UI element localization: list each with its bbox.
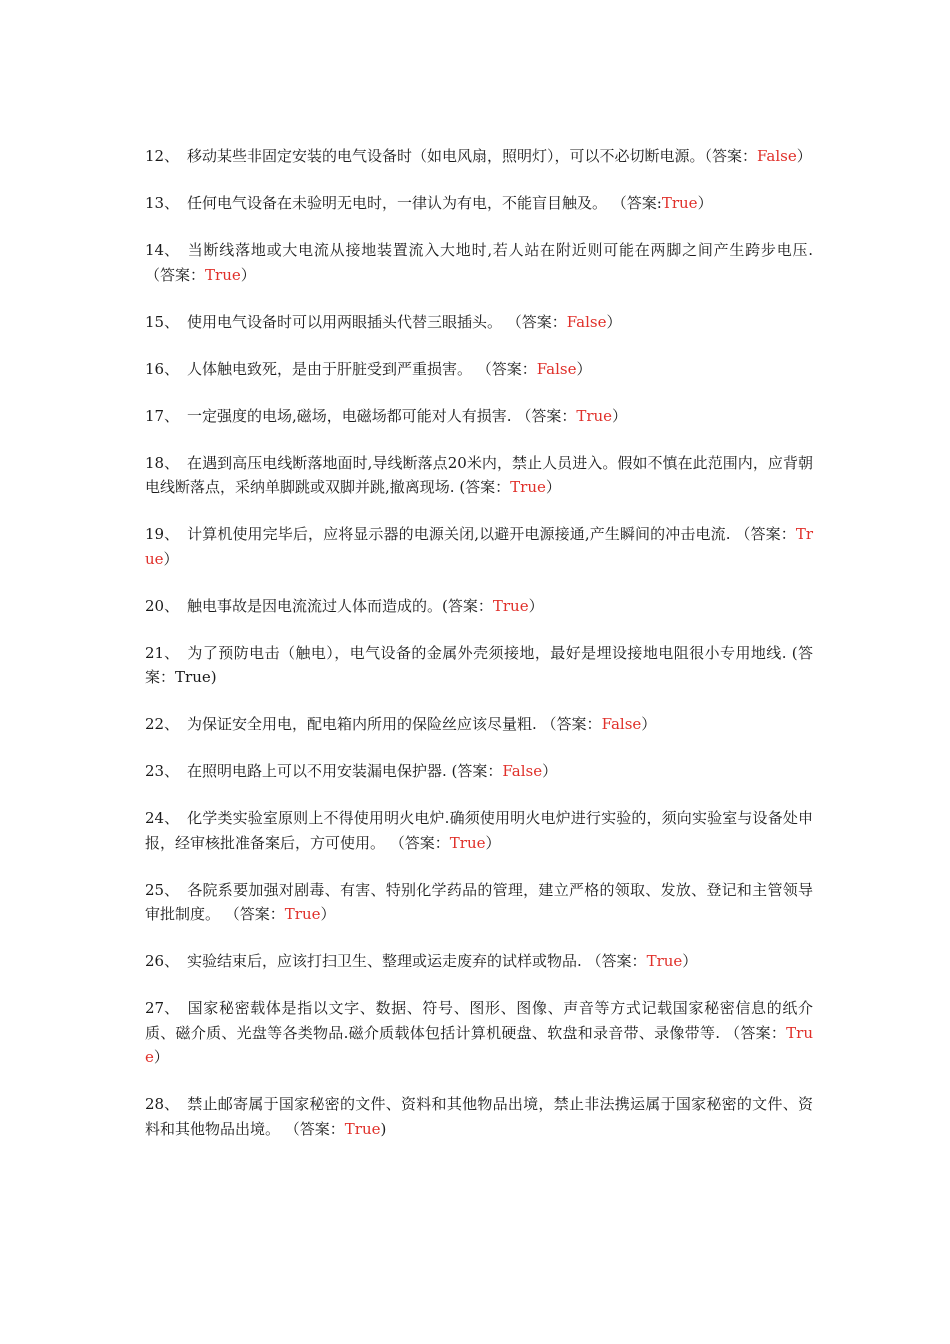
- answer-value: True: [284, 905, 321, 923]
- answer-open: （答案：: [725, 1023, 787, 1042]
- answer-close: ）: [796, 147, 812, 165]
- answer-value: True: [646, 952, 683, 970]
- answer-open: （答案：: [541, 715, 602, 733]
- question-text: 为了预防电击（触电），电气设备的金属外壳须接地，最好是埋设接地电阻很小专用地线.: [187, 643, 792, 662]
- question-number: 20、: [145, 596, 180, 615]
- answer-open: (答案：: [459, 478, 511, 496]
- question-number: 24、: [145, 809, 180, 827]
- question-text: 在遇到高压电线断落地面时,导线断落点20米内，禁止人员进入。假如不慎在此范围内，应背朝电线断落点，采纳单脚跳或双脚并跳,撤离现场.: [145, 453, 813, 496]
- answer-close: ）: [320, 905, 336, 923]
- question-number: 15、: [145, 312, 180, 331]
- answer-close: ）: [485, 833, 501, 852]
- question-text: 触电事故是因电流流过人体而造成的。: [187, 596, 443, 615]
- question-text: 禁止邮寄属于国家秘密的文件、资料和其他物品出境，禁止非法携运属于国家秘密的文件、资料和其他物品出境。: [145, 1095, 813, 1138]
- question-number: 21、: [145, 643, 180, 662]
- question-item: [145, 641, 813, 690]
- question-number: 28、: [145, 1095, 180, 1113]
- question-text: 使用电气设备时可以用两眼插头代替三眼插头。: [187, 312, 507, 331]
- answer-open: （答案：: [506, 312, 567, 331]
- answer-close: ）: [612, 406, 628, 425]
- answer-value: True: [205, 265, 241, 284]
- question-number: 25、: [145, 880, 180, 899]
- answer-value: False: [566, 312, 607, 331]
- question-text: 为保证安全用电，配电箱内所用的保险丝应该尽量粗.: [187, 715, 542, 733]
- question-number: 14、: [145, 241, 180, 259]
- answer-value: True: [492, 596, 529, 615]
- question-text: 任何电气设备在未验明无电时，一律认为有电，不能盲目触及。: [187, 194, 612, 212]
- answer-open: （答案：: [476, 359, 537, 378]
- answer-close: ）: [697, 194, 713, 212]
- question-number: 17、: [145, 406, 180, 425]
- answer-close: ): [380, 1119, 387, 1138]
- question-item: [145, 949, 813, 974]
- question-text: 国家秘密载体是指以文字、数据、符号、图形、图像、声音等方式记载国家秘密信息的纸介质、磁介质、光盘等各类物品.磁介质载体包括计算机硬盘、软盘和录音带、录像带等.: [145, 999, 813, 1042]
- question-item: [145, 594, 813, 619]
- question-text: 各院系要加强对剧毒、有害、特别化学药品的管理，建立严格的领取、发放、登记和主管领导审批制度。: [145, 880, 813, 923]
- question-number: 27、: [145, 999, 180, 1017]
- question-item: [145, 1092, 813, 1141]
- question-item: [145, 878, 813, 927]
- answer-close: ）: [153, 1048, 169, 1066]
- answer-value: True: [145, 1023, 813, 1066]
- answer-close: ）: [240, 265, 256, 284]
- answer-close: ）: [641, 715, 657, 733]
- question-item: [145, 357, 813, 382]
- question-number: 16、: [145, 359, 180, 378]
- question-text: 当断线落地或大电流从接地装置流入大地时,若人站在附近则可能在两脚之间产生跨步电压.: [187, 241, 813, 259]
- answer-close: ）: [606, 312, 622, 331]
- question-item: [145, 759, 813, 784]
- answer-open: (答案：: [145, 643, 813, 686]
- answer-value: True: [449, 833, 486, 852]
- answer-close: ）: [576, 359, 592, 378]
- question-number: 26、: [145, 952, 180, 970]
- answer-value: True: [175, 668, 211, 686]
- question-item: [145, 144, 813, 169]
- question-number: 18、: [145, 453, 180, 472]
- question-number: 23、: [145, 762, 180, 780]
- answer-open: （答案：: [284, 1119, 345, 1138]
- question-number: 12、: [145, 147, 180, 165]
- answer-open: （答案:: [611, 194, 662, 212]
- answer-close: ）: [542, 762, 558, 780]
- question-text: 实验结束后，应该打扫卫生、整理或运走废弃的试样或物品.: [187, 952, 587, 970]
- question-item: [145, 806, 813, 855]
- answer-close: ）: [163, 549, 179, 568]
- question-text: 人体触电致死，是由于肝脏受到严重损害。: [187, 359, 477, 378]
- answer-open: （答案：: [586, 952, 647, 970]
- question-item: [145, 191, 813, 216]
- question-number: 13、: [145, 194, 180, 212]
- question-text: 移动某些非固定安装的电气设备时（如电风扇，照明灯），可以不必切断电源。: [187, 147, 705, 165]
- answer-open: （答案：: [704, 147, 758, 165]
- question-list: [145, 144, 813, 1164]
- answer-value: True: [344, 1119, 381, 1138]
- question-item: [145, 451, 813, 500]
- answer-open: （答案：: [224, 905, 285, 923]
- answer-close: ）: [682, 952, 698, 970]
- question-item: [145, 522, 813, 571]
- answer-value: False: [536, 359, 577, 378]
- question-text: 一定强度的电场,磁场，电磁场都可能对人有损害.: [187, 406, 517, 425]
- answer-open: (答案：: [451, 762, 503, 780]
- answer-open: （答案：: [516, 406, 577, 425]
- answer-value: False: [502, 762, 543, 780]
- question-item: [145, 310, 813, 335]
- answer-open: （答案：: [145, 265, 206, 284]
- answer-value: False: [757, 147, 797, 165]
- answer-value: True: [661, 194, 698, 212]
- answer-value: True: [145, 525, 813, 568]
- answer-close: ）: [528, 596, 544, 615]
- question-item: [145, 712, 813, 737]
- question-item: [145, 238, 813, 287]
- answer-value: False: [601, 715, 642, 733]
- answer-open: （答案：: [735, 525, 796, 543]
- question-text: 计算机使用完毕后，应将显示器的电源关闭,以避开电源接通,产生瞬间的冲击电流.: [187, 525, 736, 543]
- answer-close: ): [210, 668, 217, 686]
- answer-value: True: [576, 406, 613, 425]
- question-number: 19、: [145, 525, 180, 543]
- answer-open: （答案：: [389, 833, 450, 852]
- answer-close: ）: [545, 478, 561, 496]
- question-text: 在照明电路上可以不用安装漏电保护器.: [187, 762, 452, 780]
- answer-open: (答案：: [442, 596, 493, 615]
- question-text: 化学类实验室原则上不得使用明火电炉.确须使用明火电炉进行实验的，须向实验室与设备处申报，经审核批准备案后，方可使用。: [145, 809, 813, 852]
- question-item: [145, 404, 813, 429]
- answer-value: True: [510, 478, 546, 496]
- question-number: 22、: [145, 715, 180, 733]
- question-item: [145, 996, 813, 1070]
